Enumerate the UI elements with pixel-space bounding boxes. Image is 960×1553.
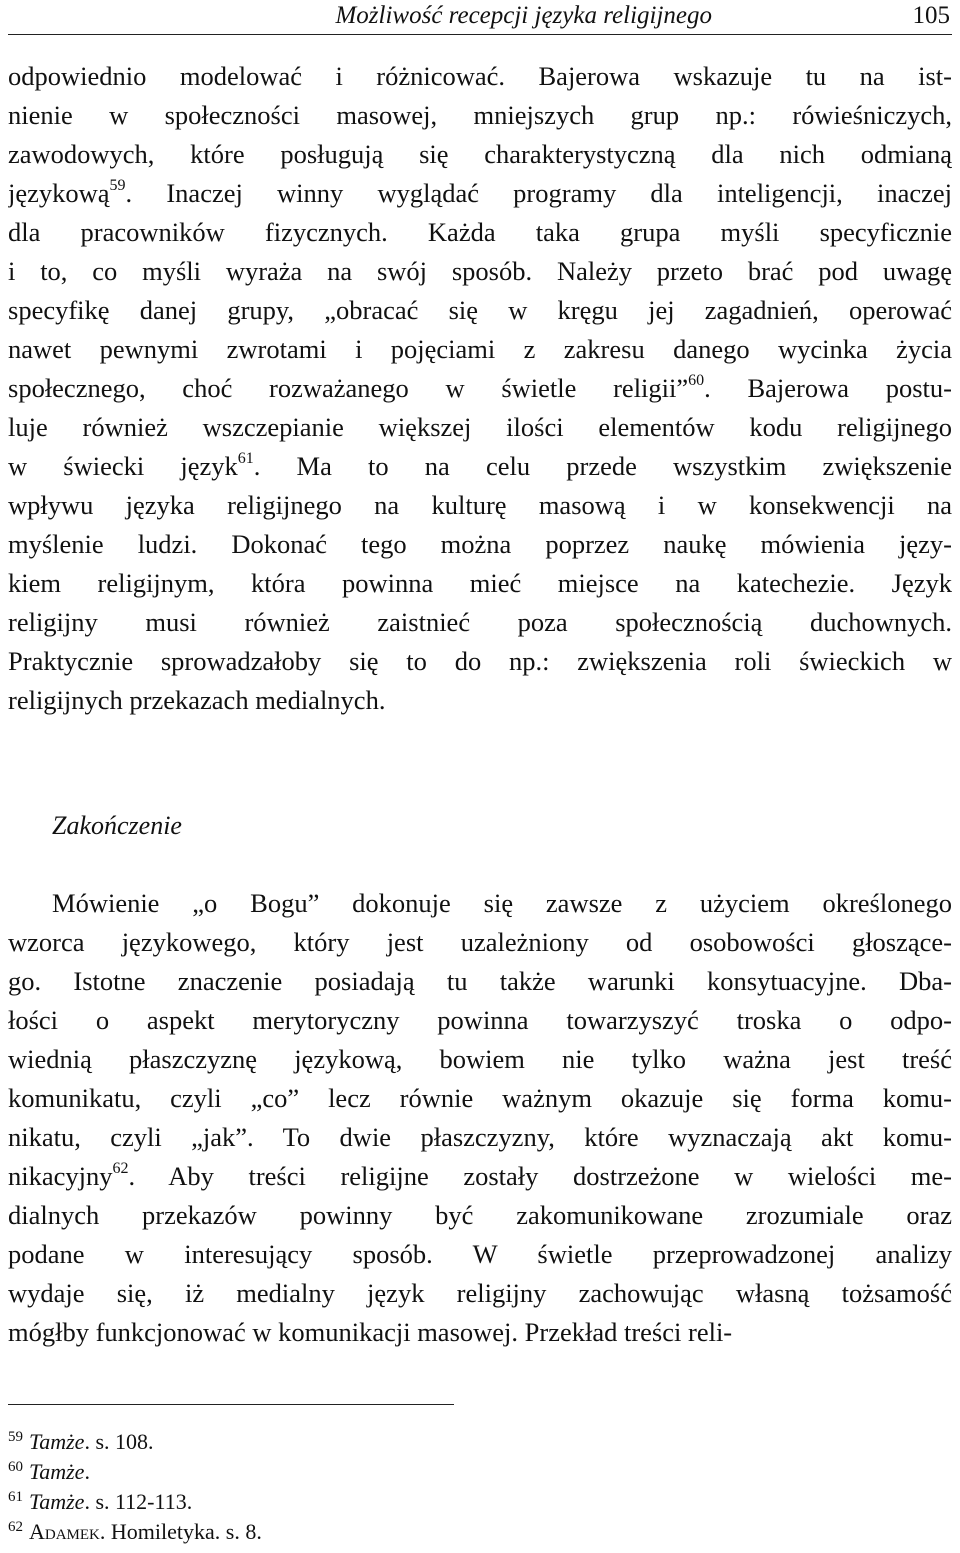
text-line: [8, 447, 952, 486]
text-segment: wiednią płaszczyznę językową, bowiem nie tylko ważna jest treść: [8, 1044, 952, 1074]
text-segment: i to, co myśli wyraża na swój sposób. Należy przeto brać pod uwagę: [8, 256, 952, 286]
text-line: [8, 1118, 952, 1157]
text-segment: językową: [8, 178, 110, 208]
text-segment: odpowiednio modelować i różnicować. Bajerowa wskazuje tu na ist-: [8, 61, 952, 91]
text-line: [8, 252, 952, 291]
text-line: [8, 174, 952, 213]
running-title: Możliwość recepcji języka religijnego: [335, 2, 712, 29]
text-segment: wzorca językowego, który jest uzależniony od osobowości głoszące-: [8, 927, 952, 957]
footnote: [8, 1422, 262, 1452]
text-segment: nikacyjny: [8, 1161, 113, 1191]
text-line: [8, 962, 952, 1001]
footnote-source: Tamże: [29, 1429, 85, 1454]
footnote-separator: [8, 1404, 454, 1405]
text-segment: nienie w społeczności masowej, mniejszych grup np.: rówieśniczych,: [8, 100, 952, 130]
text-segment: wpływu języka religijnego na kulturę masową i w konsekwencji na: [8, 490, 952, 520]
text-line: [8, 1313, 952, 1352]
body-paragraph-1: [8, 57, 952, 720]
footnote-number: 61: [8, 1489, 23, 1505]
text-segment: zawodowych, które posługują się charakterystyczną dla nich odmianą: [8, 139, 952, 169]
text-segment: go. Istotne znaczenie posiadają tu także warunki konsytuacyjne. Dba-: [8, 966, 952, 996]
text-segment: kiem religijnym, która powinna mieć miejsce na katechezie. Język: [8, 568, 952, 598]
text-segment: mógłby funkcjonować w komunikacji masowej. Przekład treści reli-: [8, 1317, 733, 1347]
text-line: [8, 57, 952, 96]
text-line: [8, 525, 952, 564]
text-segment: dla pracowników fizycznych. Każda taka grupa myśli specyficznie: [8, 217, 952, 247]
text-line: [8, 923, 952, 962]
text-segment: w świecki język: [8, 451, 238, 481]
text-line: [8, 1001, 952, 1040]
running-header: [8, 0, 952, 35]
text-segment: łości o aspekt merytoryczny powinna towarzyszyć troska o odpo-: [8, 1005, 952, 1035]
footnote-source: Tamże: [29, 1459, 85, 1484]
text-segment: dialnych przekazów powinny być zakomunikowane zrozumiale oraz: [8, 1200, 952, 1230]
footnote-number: 62: [8, 1519, 23, 1535]
footnote: [8, 1512, 262, 1542]
text-line: [8, 681, 952, 720]
page-number: 105: [912, 2, 950, 29]
footnote: [8, 1452, 262, 1482]
text-line: [8, 1196, 952, 1235]
text-segment: komunikatu, czyli „co” lecz równie ważnym okazuje się forma komu-: [8, 1083, 952, 1113]
text-segment: . Aby treści religijne zostały dostrzeżone w wielości me-: [128, 1161, 952, 1191]
text-segment: Praktycznie sprowadzałoby się to do np.: zwiększenia roli świeckich w: [8, 646, 952, 676]
text-segment: . Bajerowa postu-: [704, 373, 952, 403]
text-segment: wydaje się, iż medialny język religijny zachowując własną tożsamość: [8, 1278, 952, 1308]
footnotes: [8, 1422, 262, 1542]
footnote-number: 59: [8, 1429, 23, 1445]
body-paragraph-2: [8, 884, 952, 1352]
section-heading: Zakończenie: [52, 811, 182, 840]
footnote: [8, 1482, 262, 1512]
footnote-ref: 60: [688, 372, 705, 389]
text-segment: społecznego, choć rozważanego w świetle religii”: [8, 373, 689, 403]
text-line: [8, 96, 952, 135]
footnote-source: Tamże: [29, 1489, 85, 1514]
text-line: [8, 1079, 952, 1118]
text-line: [8, 135, 952, 174]
text-line: [8, 291, 952, 330]
text-line: [8, 1274, 952, 1313]
footnote-text: .: [84, 1459, 90, 1484]
text-line: [8, 603, 952, 642]
footnote-text: . s. 112-113.: [84, 1489, 193, 1514]
footnote-text: . Homiletyka. s. 8.: [99, 1519, 262, 1544]
footnote-ref: 61: [237, 450, 254, 467]
text-segment: Mówienie „o Bogu” dokonuje się zawsze z użyciem określonego: [52, 888, 952, 918]
footnote-number: 60: [8, 1459, 23, 1475]
text-line: [8, 564, 952, 603]
footnote-author: Adamek: [29, 1519, 100, 1544]
text-line: [8, 330, 952, 369]
text-line: [8, 884, 952, 923]
footnote-text: . s. 108.: [84, 1429, 154, 1454]
text-line: [8, 642, 952, 681]
text-line: [8, 486, 952, 525]
text-line: [8, 1235, 952, 1274]
text-segment: myślenie ludzi. Dokonać tego można poprzez naukę mówienia języ-: [8, 529, 952, 559]
text-segment: podane w interesujący sposób. W świetle przeprowadzonej analizy: [8, 1239, 952, 1269]
text-segment: nikatu, czyli „jak”. To dwie płaszczyzny, które wyznaczają akt komu-: [8, 1122, 952, 1152]
text-segment: specyfikę danej grupy, „obracać się w kręgu jej zagadnień, operować: [8, 295, 952, 325]
text-line: [8, 408, 952, 447]
text-line: [8, 369, 952, 408]
text-segment: religijnych przekazach medialnych.: [8, 685, 386, 715]
text-line: [8, 213, 952, 252]
text-segment: nawet pewnymi zwrotami i pojęciami z zakresu danego wycinka życia: [8, 334, 952, 364]
text-segment: . Inaczej winny wyglądać programy dla inteligencji, inaczej: [125, 178, 952, 208]
text-segment: luje również wszczepianie większej ilości elementów kodu religijnego: [8, 412, 952, 442]
footnote-ref: 59: [109, 177, 126, 194]
text-line: [8, 1040, 952, 1079]
footnote-ref: 62: [112, 1160, 129, 1177]
text-segment: religijny musi również zaistnieć poza społecznością duchownych.: [8, 607, 952, 637]
text-line: [8, 1157, 952, 1196]
text-segment: . Ma to na celu przede wszystkim zwiększenie: [253, 451, 952, 481]
